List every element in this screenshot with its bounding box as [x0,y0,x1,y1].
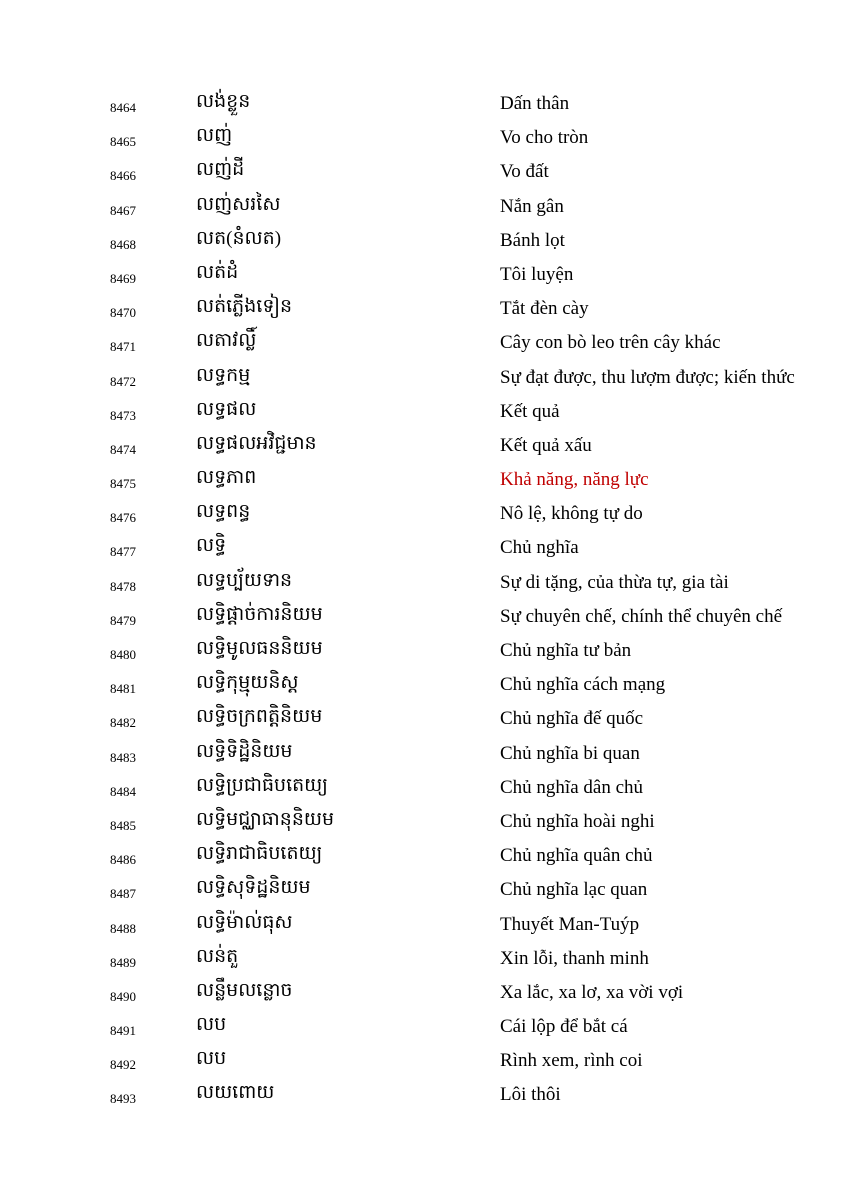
vietnamese-translation: Bánh lọt [500,229,565,251]
vietnamese-translation: Sự đạt được, thu lượm được; kiến thức [500,366,795,388]
entry-number: 8476 [110,510,136,526]
entry-number: 8469 [110,270,136,286]
entry-number: 8493 [110,1091,136,1107]
vietnamese-translation: Tôi luyện [500,263,574,285]
entry-number: 8475 [110,476,136,492]
khmer-term: លទ្ធផល [196,398,257,420]
entry-number: 8490 [110,988,136,1004]
entry-number: 8477 [110,544,136,560]
vietnamese-translation: Kết quả [500,400,560,422]
dictionary-entry [0,736,848,770]
vietnamese-translation: Tắt đèn cày [500,298,589,320]
khmer-term: លទ្ធិប្រជាធិបតេយ្យ [196,774,328,796]
khmer-term: លត់ដំ [196,261,239,283]
entry-number: 8484 [110,783,136,799]
dictionary-entry [0,1077,848,1111]
vietnamese-translation: Chủ nghĩa quân chủ [500,845,653,867]
khmer-term: លញ់ដី [196,159,245,181]
khmer-term: លន់តួ [196,945,239,967]
vietnamese-translation: Chủ nghĩa cách mạng [500,674,666,696]
dictionary-entry [0,360,848,394]
dictionary-entry [0,394,848,428]
entry-number: 8491 [110,1023,136,1039]
dictionary-entry [0,325,848,359]
entry-number: 8492 [110,1057,136,1073]
dictionary-entry [0,872,848,906]
khmer-term: លទ្ធិផ្តាច់ការនិយម [196,603,323,625]
khmer-term: លន្លឹមលន្លោច [196,979,293,1001]
khmer-term: លទ្ធិចក្រពត្តិនិយម [196,706,323,728]
khmer-term: លង់ខ្លួន [196,91,251,112]
dictionary-entry [0,291,848,325]
dictionary-entry [0,462,848,496]
khmer-term: លទ្ធិមូលធននិយម [196,638,323,659]
entry-number: 8486 [110,852,136,868]
dictionary-entry [0,257,848,291]
dictionary-entry [0,633,848,667]
entry-number: 8472 [110,373,136,389]
vietnamese-translation: Cái lộp để bắt cá [500,1016,628,1038]
dictionary-entry [0,975,848,1009]
dictionary-entry [0,838,848,872]
khmer-term: លញ់សរសៃ [196,193,281,215]
dictionary-entry [0,804,848,838]
entry-number: 8488 [110,920,136,936]
vietnamese-translation: Xin lỗi, thanh minh [500,947,649,969]
entry-number: 8479 [110,612,136,628]
entry-number: 8471 [110,339,136,355]
khmer-term: លទ្ធិកុម្មុយនិស្ត [196,672,299,694]
dictionary-entry [0,154,848,188]
entry-number: 8466 [110,168,136,184]
khmer-term: លទ្ធិរាជាធិបតេយ្យ [196,843,323,865]
vietnamese-translation: Chủ nghĩa dân chủ [500,776,644,798]
khmer-term: លទ្ធពន្ធ [196,501,251,523]
vietnamese-translation: Vo đất [500,161,549,183]
dictionary-entry [0,667,848,701]
khmer-term: លទ្ធភាព [196,467,257,489]
vietnamese-translation: Khả năng, năng lực [500,469,649,491]
vietnamese-translation: Dấn thân [500,93,570,114]
dictionary-entry [0,770,848,804]
dictionary-entry [0,223,848,257]
khmer-term: លត(នំលត) [196,227,282,249]
entry-number: 8487 [110,886,136,902]
dictionary-entry [0,1009,848,1043]
dictionary-entry [0,530,848,564]
khmer-term: លទ្ធិទិដ្ឋិនិយម [196,740,293,762]
dictionary-list [0,86,848,1112]
khmer-term: លទ្ធិសុទិដ្ឋនិយម [196,877,311,899]
dictionary-entry [0,907,848,941]
entry-number: 8464 [110,100,136,115]
dictionary-entry [0,428,848,462]
khmer-term: លទ្ធិម៉ាល់ធុស [196,911,293,933]
entry-number: 8489 [110,954,136,970]
vietnamese-translation: Chủ nghĩa bi quan [500,742,640,764]
dictionary-entry [0,701,848,735]
entry-number: 8480 [110,647,136,662]
entry-number: 8482 [110,715,136,731]
vietnamese-translation: Sự di tặng, của thừa tự, gia tài [500,571,729,593]
dictionary-entry [0,496,848,530]
vietnamese-translation: Chủ nghĩa [500,537,579,559]
khmer-term: លទ្ធប្ប័យទាន [196,569,293,591]
vietnamese-translation: Nô lệ, không tự do [500,503,643,525]
vietnamese-translation: Vo cho tròn [500,127,589,149]
khmer-term: លតាវល្លិ៍ [196,330,257,352]
vietnamese-translation: Chủ nghĩa đế quốc [500,708,644,730]
khmer-term: លទ្ធិ [196,535,227,557]
entry-number: 8483 [110,749,136,765]
entry-number: 8485 [110,817,136,833]
vietnamese-translation: Rình xem, rình coi [500,1050,643,1072]
khmer-term: លទ្ធកម្ម [196,364,251,386]
entry-number: 8470 [110,305,136,321]
entry-number: 8467 [110,202,136,218]
khmer-term: លញ់ [196,125,233,147]
khmer-term: លប [196,1048,227,1070]
vietnamese-translation: Nắn gân [500,195,564,217]
vietnamese-translation: Cây con bò leo trên cây khác [500,332,721,354]
dictionary-entry [0,1043,848,1077]
dictionary-entry [0,120,848,154]
vietnamese-translation: Chủ nghĩa tư bản [500,640,632,661]
entry-number: 8468 [110,236,136,252]
khmer-term: លទ្ធផលអវិជ្ជមាន [196,432,317,454]
vietnamese-translation: Kết quả xấu [500,434,592,456]
vietnamese-translation: Sự chuyên chế, chính thể chuyên chế [500,605,783,627]
entry-number: 8474 [110,441,136,457]
vietnamese-translation: Chủ nghĩa hoài nghi [500,810,655,832]
entry-number: 8473 [110,407,136,423]
vietnamese-translation: Lôi thôi [500,1084,561,1106]
entry-number: 8481 [110,681,136,697]
dictionary-entry [0,86,848,120]
dictionary-entry [0,565,848,599]
vietnamese-translation: Thuyết Man-Tuýp [500,913,640,935]
dictionary-entry [0,599,848,633]
dictionary-entry [0,189,848,223]
khmer-term: លយពោយ [196,1082,275,1104]
vietnamese-translation: Xa lắc, xa lơ, xa vời vợi [500,981,684,1003]
dictionary-entry [0,941,848,975]
entry-number: 8478 [110,578,136,594]
khmer-term: លប [196,1014,227,1036]
khmer-term: លទ្ធិមជ្ឈាធានុនិយម [196,808,335,830]
entry-number: 8465 [110,134,136,150]
khmer-term: លត់ភ្លើងទៀន [196,296,293,318]
vietnamese-translation: Chủ nghĩa lạc quan [500,879,648,901]
